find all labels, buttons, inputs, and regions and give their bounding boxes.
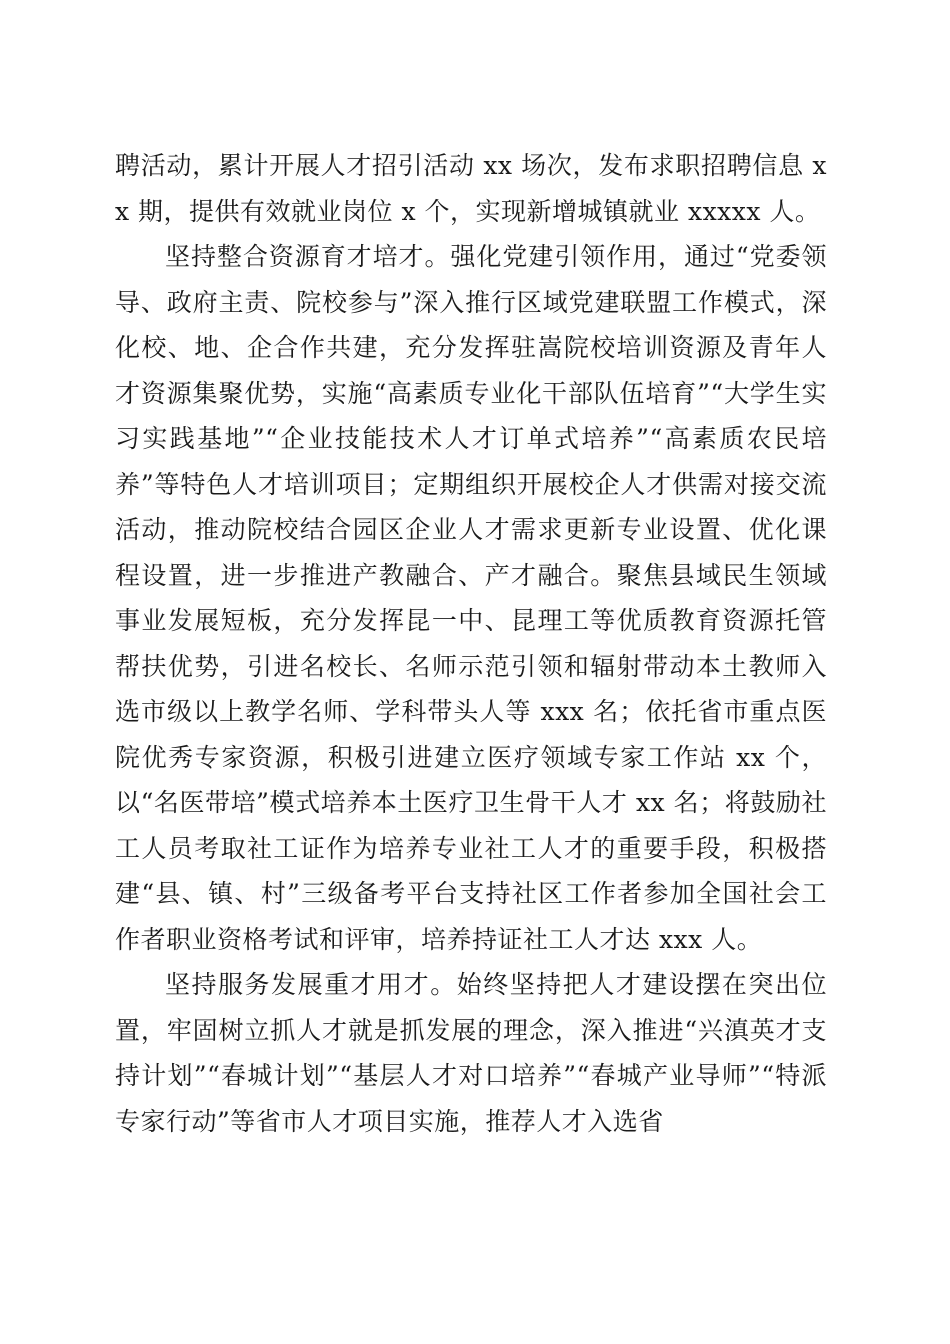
paragraph-talent-training: 坚持整合资源育才培才。强化党建引领作用，通过“党委领导、政府主责、院校参与”深入推行区域党建联盟工作模式，深化校、地、企合作共建，充分发挥驻嵩院校培训资源及青年人才资源集聚优势，实施“高素质专业化干部队伍培育”“大学生实习实践基地”“企业技能技术人才订单式培养”“高素质农民培养”等特色人才培训项目；定期组织开展校企人才供需对接交流活动，推动院校结合园区企业人才需求更新专业设置、优化课程设置，进一步推进产教融合、产才融合。聚焦县域民生领域事业发展短板，充分发挥昆一中、昆理工等优质教育资源托管帮扶优势，引进名校长、名师示范引领和辐射带动本土教师入选市级以上教学名师、学科带头人等 xxx 名；依托省市重点医院优秀专家资源，积极引进建立医疗领域专家工作站 xx 个，以“名医带培”模式培养本土医疗卫生骨干人才 xx 名；将鼓励社工人员考取社工证作为培养专业社工人才的重要手段，积极搭建“县、镇、村”三级备考平台支持社区工作者参加全国社会工作者职业资格考试和评审，培养持证社工人才达 xxx 人。 bbox=[115, 242, 827, 954]
document-body bbox=[115, 143, 827, 1144]
paragraph-employment-continued: 聘活动，累计开展人才招引活动 xx 场次，发布求职招聘信息 xx 期，提供有效就业岗位 x 个，实现新增城镇就业 xxxxx 人。 bbox=[115, 151, 827, 226]
paragraph-talent-utilization: 坚持服务发展重才用才。始终坚持把人才建设摆在突出位置，牢固树立抓人才就是抓发展的理念，深入推进“兴滇英才支持计划”“春城计划”“基层人才对口培养”“春城产业导师”“特派专家行动”等省市人才项目实施，推荐人才入选省 bbox=[115, 970, 827, 1136]
